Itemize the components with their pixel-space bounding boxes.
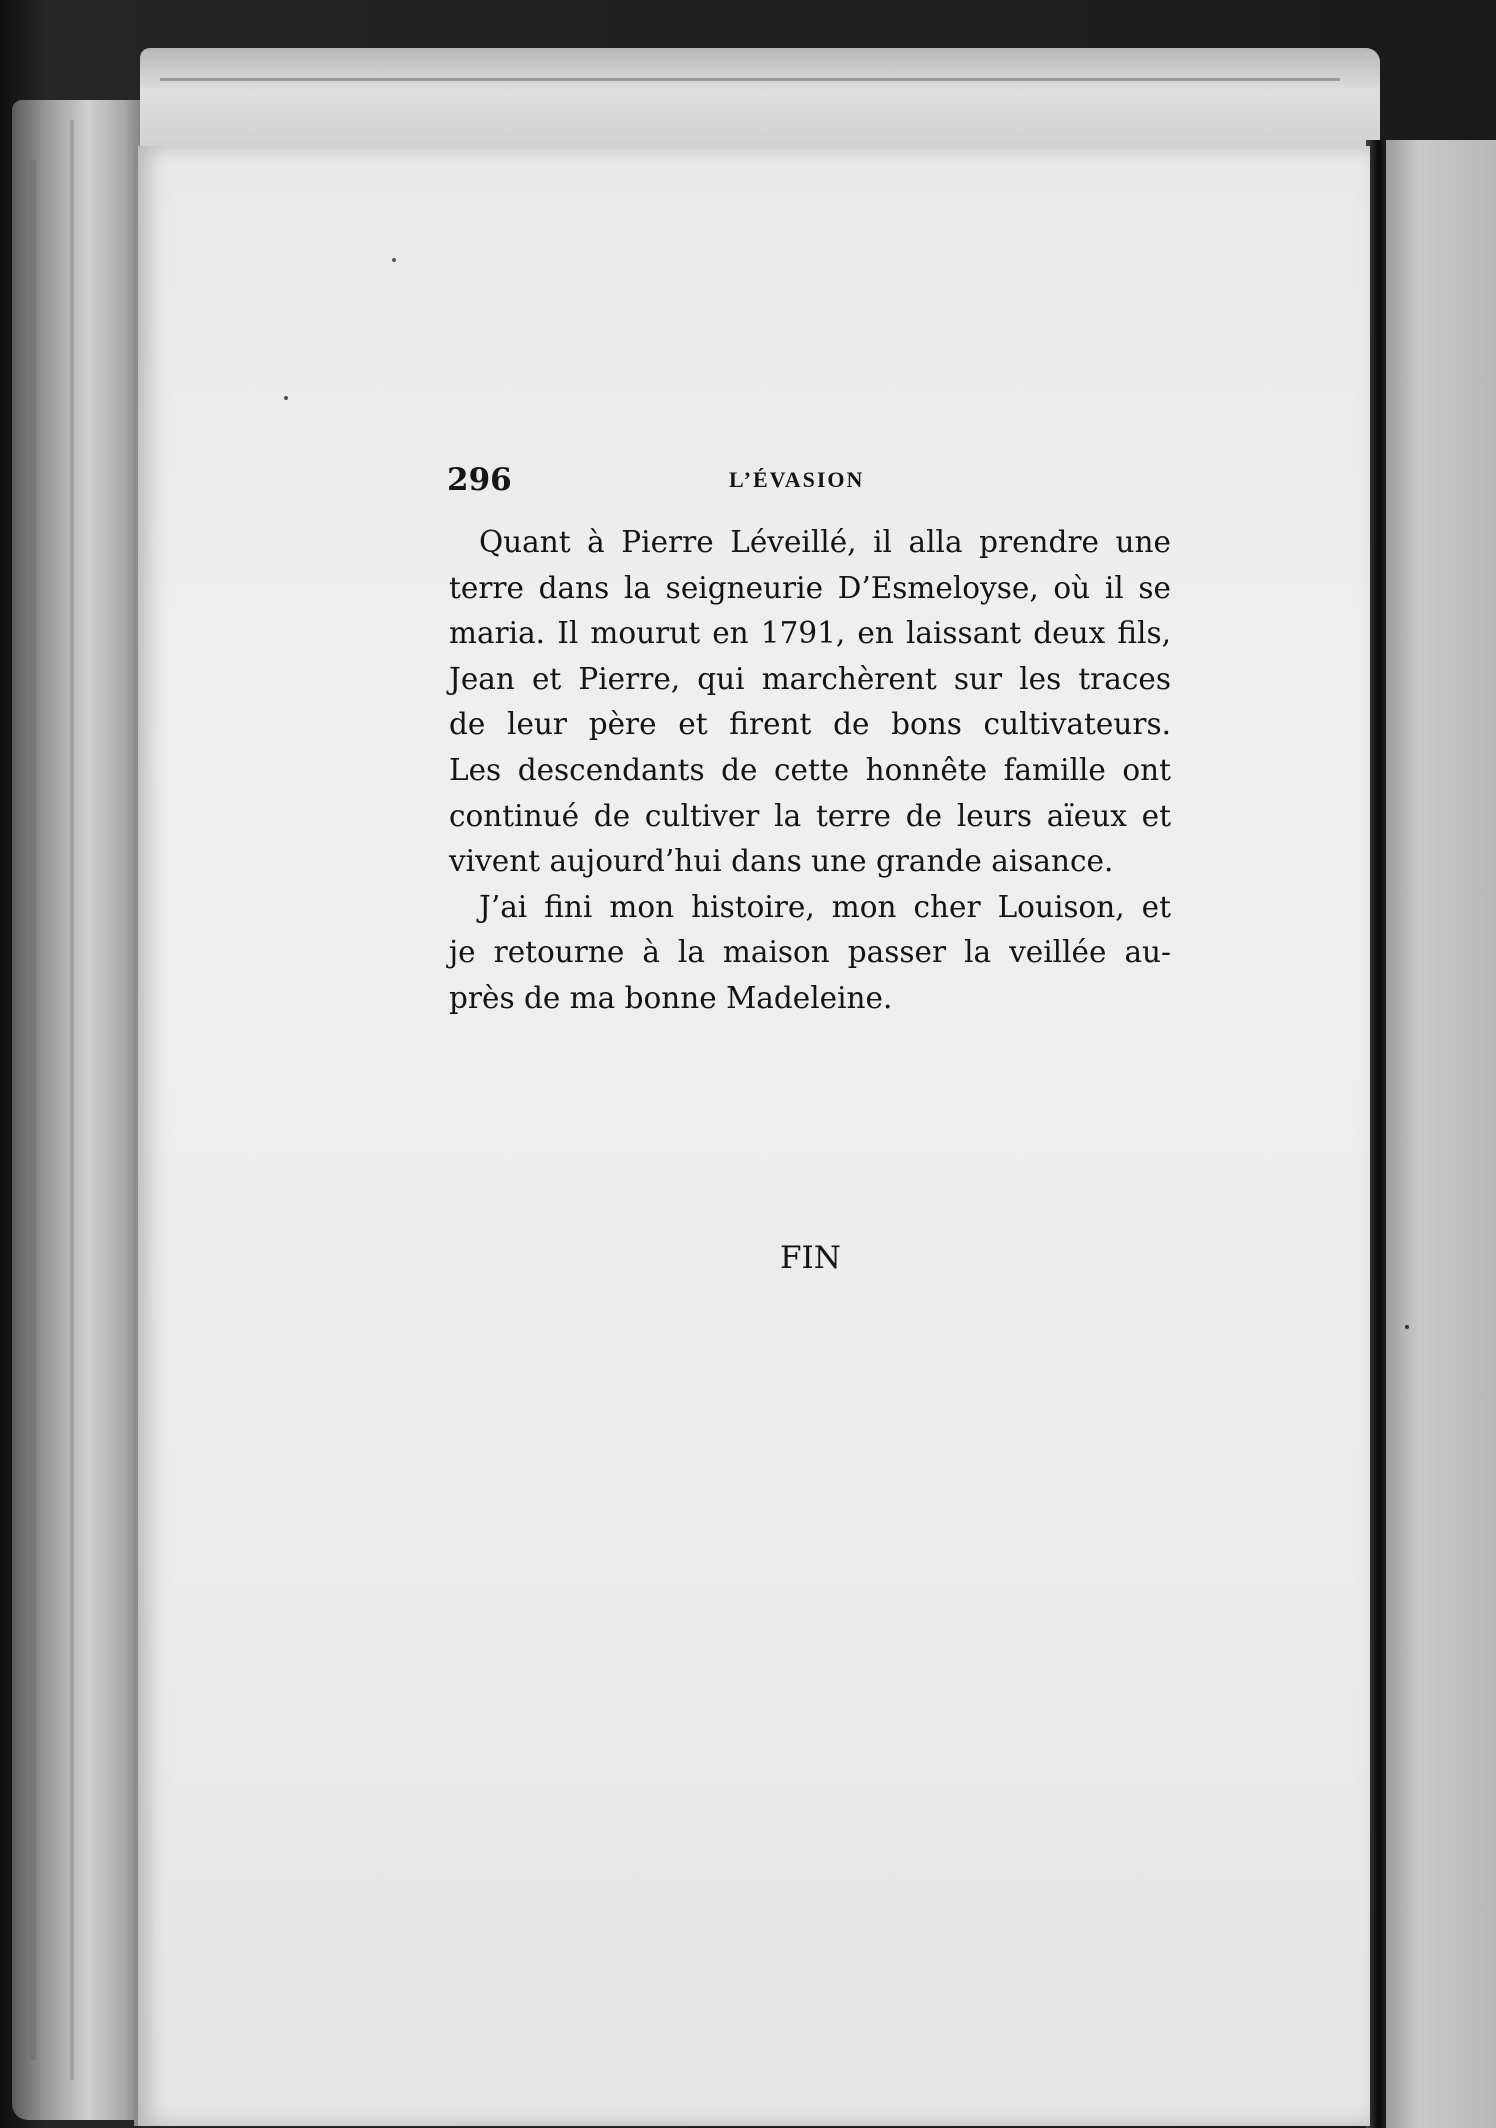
- page-stack-edge: [12, 100, 152, 2120]
- paper-speck: [392, 258, 396, 262]
- torn-top-edge: [140, 48, 1380, 158]
- text-line: je retourne à la maison passer la veillée au-: [449, 935, 1171, 970]
- text-line: Jean et Pierre, qui marchèrent sur les traces: [449, 661, 1171, 696]
- body-text: [449, 520, 1171, 1022]
- running-title: L’ÉVASION: [729, 467, 865, 492]
- page-number: 296: [447, 462, 512, 498]
- text-line: terre dans la seigneurie D’Esmeloyse, où il se: [449, 570, 1171, 605]
- text-line: près de ma bonne Madeleine.: [449, 980, 893, 1015]
- text-line: Les descendants de cette honnête famille ont: [449, 752, 1171, 787]
- paper-speck: [284, 396, 288, 400]
- facing-page: [1386, 140, 1496, 2128]
- text-line: continué de cultiver la terre de leurs aïeux et: [449, 798, 1171, 833]
- text-line: de leur père et firent de bons cultivateurs.: [449, 707, 1171, 742]
- ending-fin: FIN: [780, 1240, 841, 1276]
- text-line: vivent aujourd’hui dans une grande aisance.: [449, 844, 1114, 879]
- paper-speck: [1405, 1325, 1409, 1329]
- text-line: J’ai fini mon histoire, mon cher Louison, et: [479, 889, 1171, 924]
- book-page: [134, 146, 1370, 2126]
- text-line: Quant à Pierre Léveillé, il alla prendre une: [479, 525, 1171, 559]
- text-line: maria. Il mourut en 1791, en laissant deux fils,: [449, 616, 1171, 651]
- running-head: [447, 462, 1171, 502]
